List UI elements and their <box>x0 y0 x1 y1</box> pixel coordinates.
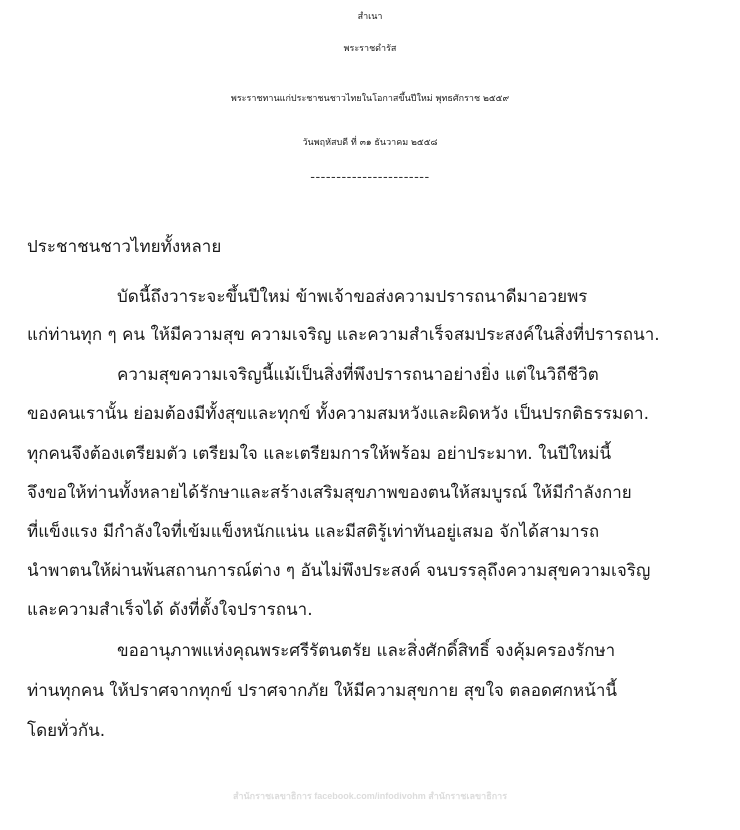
paragraph-line: ที่แข็งแรง มีกำลังใจที่เข้มแข็งหนักแน่น และมีสติรู้เท่าทันอยู่เสมอ จักได้สามารถ <box>27 522 600 542</box>
paragraph-line: ทุกคนจึงต้องเตรียมตัว เตรียมใจ และเตรียมการให้พร้อม อย่าประมาท. ในปีใหม่นี้ <box>27 444 612 464</box>
paragraph-line: บัดนี้ถึงวาระจะขึ้นปีใหม่ ข้าพเจ้าขอส่งความปรารถนาดีมาอวยพร <box>117 287 588 307</box>
paragraph-line: และความสำเร็จได้ ดังที่ตั้งใจปรารถนา. <box>27 600 313 620</box>
salutation: ประชาชนชาวไทยทั้งหลาย <box>27 237 222 257</box>
paragraph-line: นำพาตนให้ผ่านพ้นสถานการณ์ต่าง ๆ อันไม่พึงประสงค์ จนบรรลุถึงความสุขความเจริญ <box>27 561 651 581</box>
paragraph-line: โดยทั่วกัน. <box>27 721 106 741</box>
header-divider: ----------------------- <box>310 170 430 185</box>
paragraph-line: ท่านทุกคน ให้ปราศจากทุกข์ ปราศจากภัย ให้มีความสุขกาย สุขใจ ตลอดศกหน้านี้ <box>27 681 618 701</box>
paragraph-line: ความสุขความเจริญนี้แม้เป็นสิ่งที่พึงปรารถนาอย่างยิ่ง แต่ในวิถีชีวิต <box>117 365 599 385</box>
source-watermark: สำนักราชเลขาธิการ facebook.com/infodivohm สำนักราชเลขาธิการ <box>232 791 508 801</box>
paragraph-line: จึงขอให้ท่านทั้งหลายได้รักษาและสร้างเสริมสุขภาพของตนให้สมบูรณ์ ให้มีกำลังกาย <box>27 483 632 503</box>
document-occasion: พระราชทานแก่ประชาชนชาวไทยในโอกาสขึ้นปีใหม่ พุทธศักราช ๒๕๕๙ <box>230 94 510 104</box>
paragraph-line: ขออานุภาพแห่งคุณพระศรีรัตนตรัย และสิ่งศักดิ์สิทธิ์ จงคุ้มครองรักษา <box>117 641 616 661</box>
copy-label: สำเนา <box>357 12 383 22</box>
paragraph-line: แก่ท่านทุก ๆ คน ให้มีความสุข ความเจริญ และความสำเร็จสมประสงค์ในสิ่งที่ปรารถนา. <box>27 325 660 345</box>
paragraph-line: ของคนเรานั้น ย่อมต้องมีทั้งสุขและทุกข์ ทั้งความสมหวังและผิดหวัง เป็นปรกติธรรมดา. <box>27 404 650 424</box>
document-type: พระราชดำรัส <box>343 44 397 54</box>
document-date: วันพฤหัสบดี ที่ ๓๑ ธันวาคม ๒๕๕๘ <box>302 138 438 148</box>
